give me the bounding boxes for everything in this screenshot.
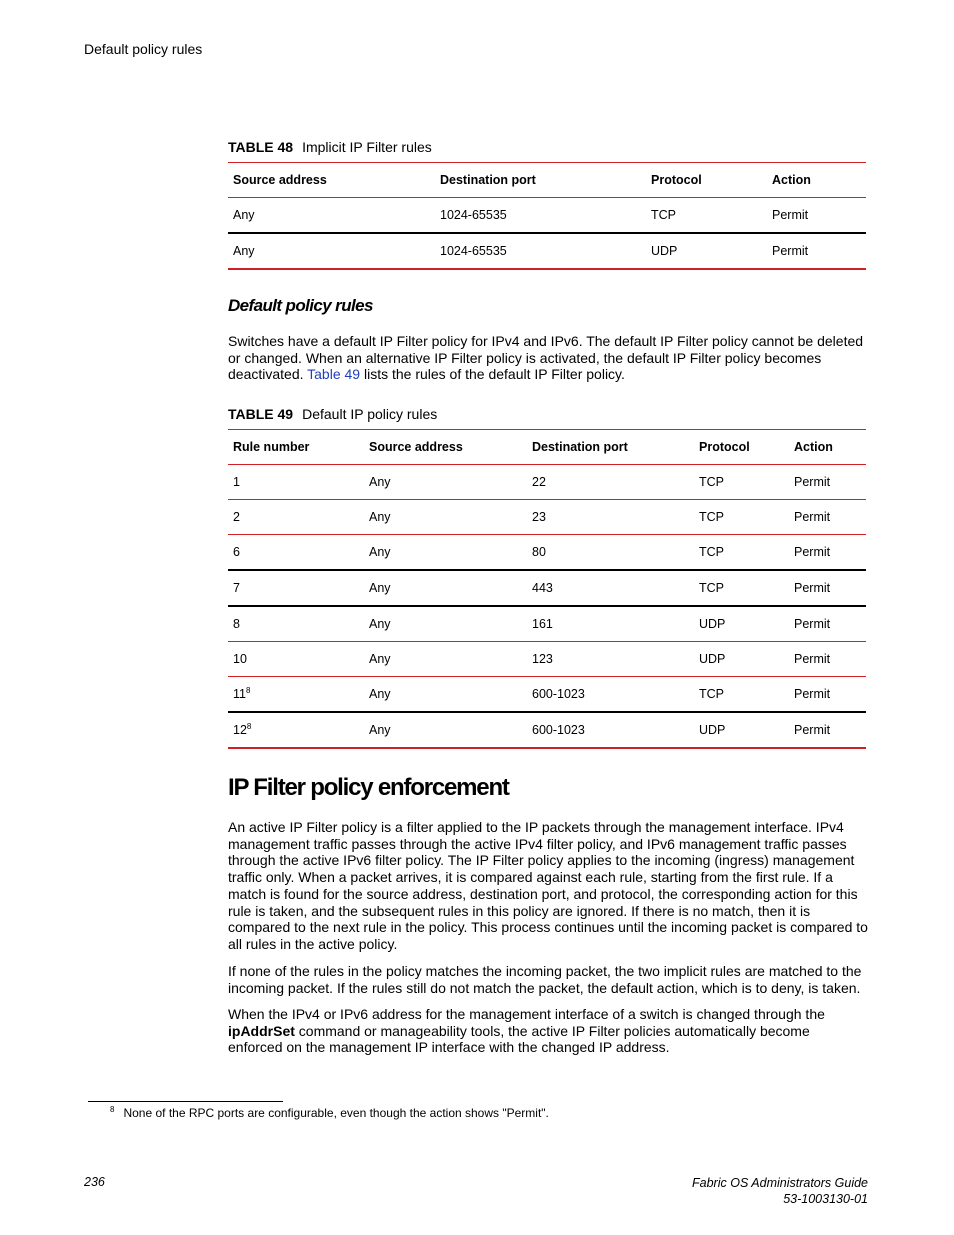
table48-label: TABLE 48 xyxy=(228,139,294,155)
table-cell: Any xyxy=(364,606,527,642)
table49-header: Action xyxy=(789,430,866,465)
table-cell: Any xyxy=(228,233,435,269)
enforcement-paragraph-1 xyxy=(228,819,868,953)
table-cell: Any xyxy=(228,198,435,234)
footnote-text: None of the RPC ports are configurable, even though the action shows "Permit". xyxy=(123,1106,549,1120)
rule-number: 11 xyxy=(233,687,246,701)
table48-header: Action xyxy=(767,163,866,198)
table-cell: Permit xyxy=(767,198,866,234)
table-cell: Permit xyxy=(789,606,866,642)
table-cell: UDP xyxy=(646,233,767,269)
page-number: 236 xyxy=(84,1175,105,1189)
table-cell: TCP xyxy=(694,465,789,500)
table-row xyxy=(228,712,866,748)
table49-header-row xyxy=(228,430,866,465)
table-cell: TCP xyxy=(694,500,789,535)
table49-header: Protocol xyxy=(694,430,789,465)
table-cell: 1024-65535 xyxy=(435,233,646,269)
table49-title: Default IP policy rules xyxy=(302,406,438,422)
document-number: 53-1003130-01 xyxy=(783,1192,868,1206)
table-cell: TCP xyxy=(694,570,789,606)
table-row xyxy=(228,606,866,642)
footer-document-info xyxy=(692,1175,868,1207)
enforcement-paragraph-3 xyxy=(228,1006,868,1056)
table-cell: UDP xyxy=(694,642,789,677)
table-cell: Any xyxy=(364,712,527,748)
running-header: Default policy rules xyxy=(84,41,203,57)
footnote-divider xyxy=(88,1101,283,1102)
table-row xyxy=(228,570,866,606)
footnote-reference[interactable]: 8 xyxy=(246,722,252,731)
table49-link[interactable]: Table 49 xyxy=(307,366,361,383)
table-cell: Any xyxy=(364,465,527,500)
table-cell: 22 xyxy=(527,465,694,500)
table-cell: Permit xyxy=(789,535,866,571)
enforcement-paragraph-2 xyxy=(228,963,868,996)
table-cell: Permit xyxy=(789,712,866,748)
table-row xyxy=(228,677,866,713)
table49-header: Source address xyxy=(364,430,527,465)
footnote-mark: 8 xyxy=(110,1105,115,1114)
paragraph-text: If none of the rules in the policy matches the incoming packet, the two implicit rules are matched to the incoming packet. If the rules still do not match the packet, the default action, which is to deny, is taken. xyxy=(228,963,862,996)
table-cell: 2 xyxy=(228,500,364,535)
footnote xyxy=(110,1106,549,1120)
table-cell: 1 xyxy=(228,465,364,500)
table-cell: 161 xyxy=(527,606,694,642)
table49-caption xyxy=(228,406,437,422)
table-row xyxy=(228,642,866,677)
table-cell: 10 xyxy=(228,642,364,677)
table-cell: Permit xyxy=(789,677,866,713)
table-cell: 123 xyxy=(527,642,694,677)
paragraph-text: Switches have a default IP Filter policy for IPv4 and IPv6. The default IP Filter policy cannot be deleted or changed. When an alternative IP Filter policy is activated, the default IP Filter policy becomes deactivated. xyxy=(228,333,864,383)
table-cell xyxy=(228,712,364,748)
table-cell: Any xyxy=(364,500,527,535)
table-cell xyxy=(228,677,364,713)
paragraph-text: lists the rules of the default IP Filter policy. xyxy=(360,366,625,383)
table49-label: TABLE 49 xyxy=(228,406,294,422)
table-cell: 6 xyxy=(228,535,364,571)
table48 xyxy=(228,162,866,270)
paragraph-text: An active IP Filter policy is a filter applied to the IP packets through the management interface. IPv4 management traffic passes through the active IPv4 filter policy, and IPv6 management traffic passes through the active IPv6 filter policy. The IP Filter policy applies to the incoming (ingress) management traffic only. When a packet arrives, it is compared against each rule, starting from the first rule. If a match is found for the source address, destination port, and protocol, the corresponding action for this rule is taken, and the subsequent rules in this policy are ignored. If there is no match, then it is compared to the next rule in the policy. This process continues until the incoming packet is compared to all rules in the active policy. xyxy=(228,819,868,952)
rule-number: 12 xyxy=(233,723,247,737)
table49-header: Destination port xyxy=(527,430,694,465)
command-name: ipAddrSet xyxy=(228,1022,295,1039)
table48-header-row xyxy=(228,163,866,198)
table-cell: TCP xyxy=(694,677,789,713)
table-row xyxy=(228,233,866,269)
table48-title: Implicit IP Filter rules xyxy=(302,139,432,155)
table48-header: Source address xyxy=(228,163,435,198)
footnote-reference[interactable]: 8 xyxy=(245,686,251,695)
table-cell: 1024-65535 xyxy=(435,198,646,234)
paragraph-text: When the IPv4 or IPv6 address for the management interface of a switch is changed through the xyxy=(228,1006,825,1022)
table-row xyxy=(228,535,866,571)
section-heading-ip-filter-policy-enforcement: IP Filter policy enforcement xyxy=(228,774,509,801)
table-cell: Permit xyxy=(789,570,866,606)
table-cell: Permit xyxy=(789,465,866,500)
table-cell: Any xyxy=(364,677,527,713)
table48-header: Protocol xyxy=(646,163,767,198)
paragraph-text: command or manageability tools, the active IP Filter policies automatically become enforced on the management IP interface with the changed IP address. xyxy=(228,1022,810,1056)
table-cell: 600-1023 xyxy=(527,677,694,713)
table48-header: Destination port xyxy=(435,163,646,198)
table-row xyxy=(228,198,866,234)
table-cell: 80 xyxy=(527,535,694,571)
table-cell: 7 xyxy=(228,570,364,606)
table-cell: Any xyxy=(364,570,527,606)
guide-title: Fabric OS Administrators Guide xyxy=(692,1176,868,1190)
table-cell: 443 xyxy=(527,570,694,606)
section-heading-default-policy-rules: Default policy rules xyxy=(228,296,373,315)
table48-caption xyxy=(228,139,432,155)
table-cell: 23 xyxy=(527,500,694,535)
table-cell: UDP xyxy=(694,712,789,748)
table-cell: Permit xyxy=(789,642,866,677)
table-cell: UDP xyxy=(694,606,789,642)
default-policy-paragraph xyxy=(228,333,868,383)
table-cell: 8 xyxy=(228,606,364,642)
table-cell: Any xyxy=(364,535,527,571)
table-cell: Permit xyxy=(767,233,866,269)
table49 xyxy=(228,429,866,749)
table-cell: TCP xyxy=(646,198,767,234)
table-cell: TCP xyxy=(694,535,789,571)
table-cell: 600-1023 xyxy=(527,712,694,748)
table49-header: Rule number xyxy=(228,430,364,465)
table-row xyxy=(228,500,866,535)
table-row xyxy=(228,465,866,500)
table-cell: Any xyxy=(364,642,527,677)
table-cell: Permit xyxy=(789,500,866,535)
